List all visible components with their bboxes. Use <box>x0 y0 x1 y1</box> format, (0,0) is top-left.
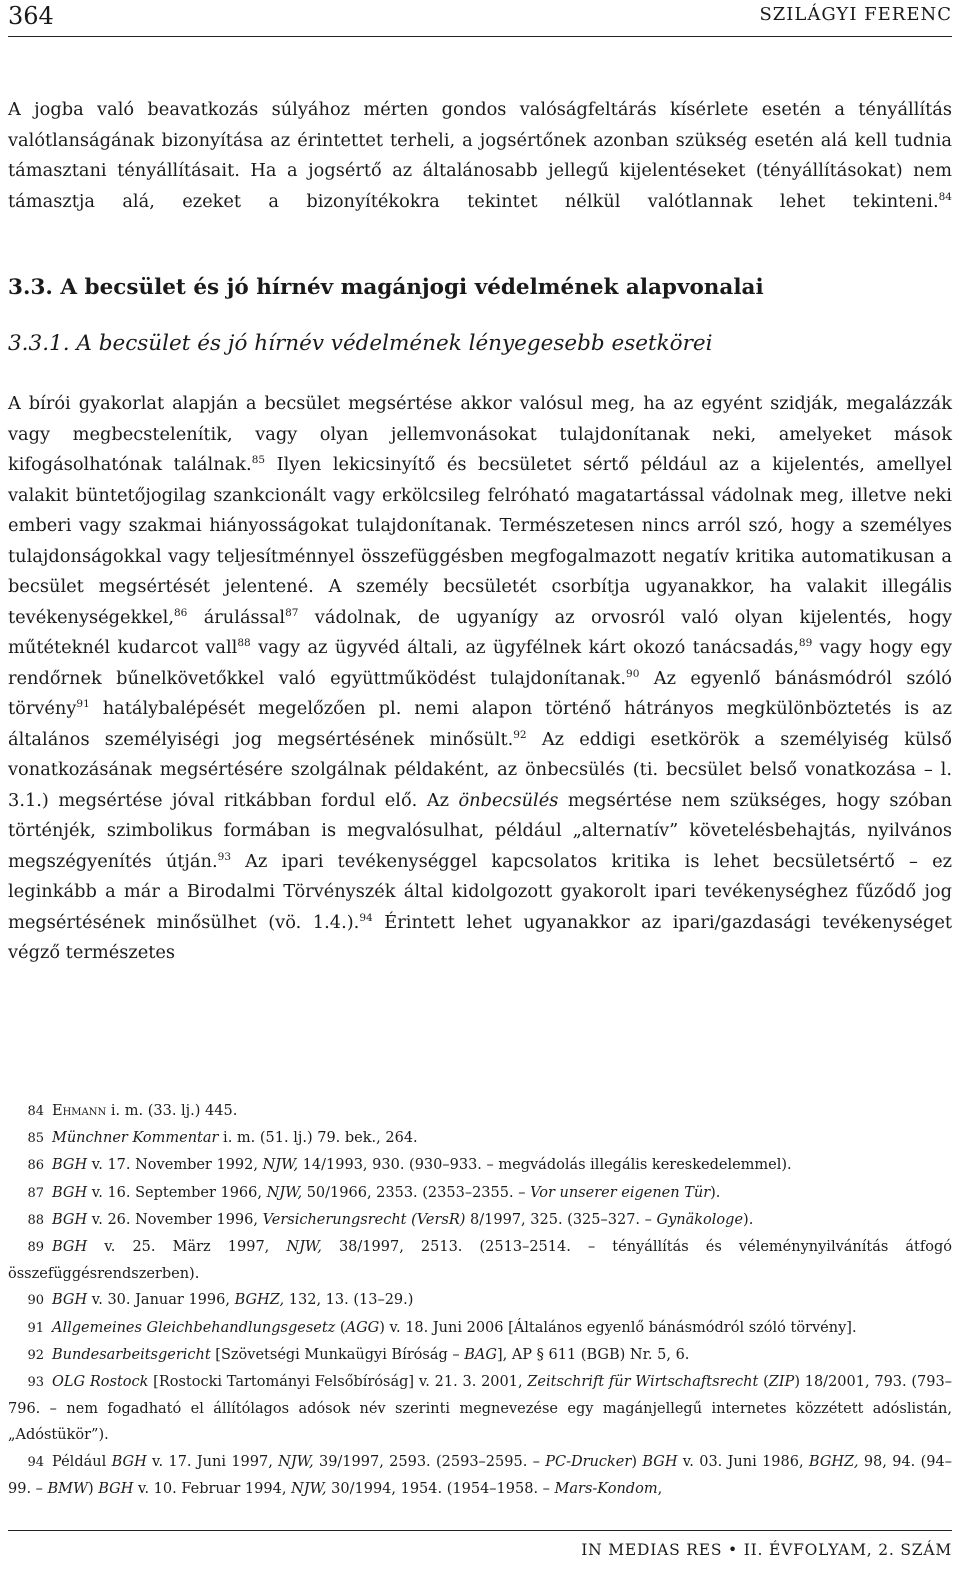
author-name: Ehmann <box>52 1103 107 1119</box>
footnote-87 <box>8 1180 952 1207</box>
footnote-italic: NJW, <box>278 1453 314 1470</box>
footnote-italic: BGHZ, <box>808 1453 859 1470</box>
footnote-ref[interactable]: 85 <box>251 454 266 466</box>
footnote-ref[interactable]: 89 <box>798 637 813 649</box>
footnote-ref[interactable]: 90 <box>626 667 640 680</box>
footnote-ref[interactable]: 87 <box>285 606 299 619</box>
text-run: Az ipari tevékenységgel kapcsolatos kritika is lehet becsületsértő – ez leginkább a már a Birodalmi Törvényszék által kidolgozott gyakorolt ipari tevékenységhez fűződő jog megsértésének minősülhet (vö. 1.4.). <box>8 850 952 933</box>
footnote-ref[interactable]: 86 <box>174 606 188 619</box>
footnote-italic: BGHZ, <box>234 1292 285 1309</box>
footnote-text: v. 26. November 1996, <box>87 1211 263 1228</box>
footnote-italic: Vor unserer eigenen Tür <box>530 1184 711 1201</box>
footnote-text: 39/1997, 2593. (2593–2595. – <box>313 1453 546 1470</box>
footnote-italic: NJW, <box>291 1480 327 1497</box>
running-head: SZILÁGYI FERENC <box>759 4 952 25</box>
footnote-ref[interactable]: 88 <box>237 637 251 649</box>
footnote-text: 8/1997, 325. (325–327. – <box>465 1211 657 1228</box>
footnote-text: ). <box>710 1184 721 1201</box>
footnote-italic: BGH <box>52 1184 88 1201</box>
footnote-italic: Münchner Kommentar <box>52 1130 219 1147</box>
subsection-heading: 3.3.1. A becsület és jó hírnév védelmének lényegesebb esetkörei <box>8 331 713 356</box>
footnote-text: v. 25. März 1997, <box>87 1239 287 1256</box>
footnote-text: ( <box>335 1319 346 1336</box>
page-number: 364 <box>8 2 54 30</box>
footnote-84 <box>8 1098 952 1125</box>
footnote-text: ], AP § 611 (BGB) Nr. 5, 6. <box>496 1346 690 1363</box>
footnote-text: v. 30. Januar 1996, <box>87 1292 235 1309</box>
text-run: Érintett lehet ugyanakkor az ipari/gazdasági tevékenységet végző természetes <box>8 911 952 963</box>
footnote-italic: NJW, <box>262 1157 299 1174</box>
footnote-number: 92 <box>27 1347 44 1363</box>
footnote-italic: Bundesarbeitsgericht <box>52 1346 211 1363</box>
footnote-text: Például <box>52 1453 112 1470</box>
footnote-number: 88 <box>27 1212 44 1228</box>
intro-paragraph <box>8 95 952 217</box>
journal-name: IN MEDIAS RES • II. ÉVFOLYAM, 2. SZÁM <box>581 1541 952 1559</box>
footnote-number: 89 <box>27 1240 44 1256</box>
footnote-88 <box>8 1207 952 1234</box>
footnote-86 <box>8 1152 952 1179</box>
footnote-italic: OLG Rostock <box>52 1374 149 1391</box>
text-run: Ilyen lekicsinyítő és becsületet sértő például az a kijelentés, amellyel valakit büntetőjogilag szankcionált vagy erkölcsileg felróható magatartással vádolnak meg, illetve neki emberi vagy szakmai hiányosságokat tulajdonítanak. Természetesen nincs arról szó, hogy a személyes tulajdonságokkal vagy teljesítménnyel összefüggésben megfogalmazott negatív kritika automatikusan a becsület megsértését jelentené. A személy becsületét csorbítja ugyanakkor, ha valakit illegális tevékenységekkel, <box>8 454 953 628</box>
text-run: Az eddigi esetkörök a személyiség külső vonatkozásának megsértésére szolgálnak példaként, az önbecsülés (ti. becsület belső vonatkozása – l. 3.1.) megsértése jóval ritkábban fordul elő. Az <box>8 728 952 811</box>
footnote-text: i. m. (33. lj.) 445. <box>106 1103 238 1119</box>
footnote-italic: BGH <box>52 1211 88 1228</box>
footnote-text: ). <box>743 1211 754 1228</box>
footnote-text: 30/1994, 1954. (1954–1958. – <box>326 1480 555 1497</box>
footnote-italic: Mars-Kondom <box>554 1480 658 1497</box>
footnote-italic: BGH <box>52 1292 88 1309</box>
footnote-number: 93 <box>27 1375 44 1391</box>
footnote-italic: NJW, <box>286 1239 322 1256</box>
footnote-italic: BGH <box>642 1453 678 1470</box>
text-run: vagy az ügyvéd általi, az ügyfélnek kárt okozó tanácsadás, <box>250 637 799 658</box>
footnote-number: 85 <box>27 1131 44 1147</box>
footnote-number: 87 <box>27 1185 44 1201</box>
footnote-number: 91 <box>27 1320 44 1336</box>
footnotes <box>8 1098 952 1502</box>
footnote-italic: BGH <box>98 1480 134 1497</box>
footnote-text: [Szövetségi Munkaügyi Bíróság – <box>210 1346 465 1363</box>
footnote-text: v. 17. Juni 1997, <box>146 1453 279 1470</box>
footnote-ref[interactable]: 84 <box>938 190 952 203</box>
main-content <box>8 95 952 969</box>
footnote-number: 90 <box>27 1293 44 1309</box>
footnote-text: [Rostocki Tartományi Felsőbíróság] v. 21. 3. 2001, <box>148 1374 528 1391</box>
footnote-text: ) 18/2001, 793. (793–796. – nem fogadható el állítólagos adósok név szerinti megnevezése egy magánjellegű internetes közzétett adóslistán, „Adóstükör”). <box>8 1374 952 1444</box>
footnote-italic: Gynäkologe <box>656 1211 744 1228</box>
section-heading: 3.3. A becsület és jó hírnév magánjogi védelmének alapvonalai <box>8 275 764 300</box>
footnote-text: 98, 94. (94–99. – <box>8 1453 952 1497</box>
footnote-text: ) <box>631 1453 643 1470</box>
footnote-text: , <box>657 1480 663 1497</box>
footnote-85 <box>8 1125 952 1152</box>
footnote-94 <box>8 1449 952 1502</box>
footnote-italic: NJW, <box>266 1184 303 1201</box>
footnote-italic: BMW <box>47 1480 88 1497</box>
footnote-number: 84 <box>27 1104 44 1119</box>
text-run: hatálybalépését megelőzően pl. nemi alapon történő hátrányos megkülönböztetés is az általános személyiségi jog megsértésének minősült. <box>8 698 952 750</box>
footnote-text: ) v. 18. Juni 2006 [Általános egyenlő bánásmódról szóló törvény]. <box>379 1319 857 1336</box>
page-header <box>8 0 952 37</box>
footnote-ref[interactable]: 94 <box>359 911 373 924</box>
footnote-text: 50/1966, 2353. (2353–2355. – <box>302 1184 531 1201</box>
footnote-90 <box>8 1287 952 1314</box>
footnote-italic: BGH <box>52 1157 88 1174</box>
footnote-italic: BAG <box>464 1346 497 1363</box>
footnote-italic: PC-Drucker <box>545 1453 632 1470</box>
footnote-number: 94 <box>27 1454 44 1470</box>
footnote-text: 38/1997, 2513. (2513–2514. – tényállítás és véleménynyilvánítás átfogó összefüggésrendszerben). <box>8 1239 952 1283</box>
footnote-italic: AGG <box>345 1319 380 1336</box>
footnote-italic: Zeitschrift für Wirtschaftsrecht <box>527 1374 759 1391</box>
text-run: megsértése nem szükséges, hogy szóban történjék, szimbolikus formában is megvalósulhat, például „alternatív” követelésbehajtás, nyilvános megszégyenítés útján. <box>8 789 952 872</box>
footnote-89 <box>8 1234 952 1287</box>
footnote-text: v. 17. November 1992, <box>87 1157 263 1174</box>
footnote-text: i. m. (51. lj.) 79. bek., 264. <box>218 1130 418 1147</box>
text-run: A bírói gyakorlat alapján a becsület megsértése akkor valósul meg, ha az egyént szidják, megalázzák vagy megbecstelenítik, vagy olyan jellemvonásokat tulajdonítanak neki, amelyeket mások kifogásolhatónak találnak. <box>8 393 952 475</box>
footnote-text: v. 16. September 1966, <box>87 1184 267 1201</box>
text-run: vádolnak, de ugyanígy az orvosról való olyan kijelentés, hogy műtéteknél kudarcot vall <box>8 606 952 658</box>
footnote-92 <box>8 1342 952 1369</box>
footnote-text: ( <box>758 1374 769 1391</box>
footnote-italic: Allgemeines Gleichbehandlungsgesetz <box>52 1319 336 1336</box>
emphasis: önbecsülés <box>458 789 559 811</box>
footnote-italic: ZIP <box>768 1374 795 1391</box>
text-run: árulással <box>187 606 286 628</box>
footnote-number: 86 <box>27 1158 44 1174</box>
footnote-ref[interactable]: 92 <box>513 728 527 741</box>
intro-text: A jogba való beavatkozás súlyához mérten gondos valóságfeltárás kísérlete esetén a tényállítás valótlanságának bizonyítása az érintettet terheli, a jogsértőnek azonban szükség esetén alá kell tudnia támasztani tényállításait. Ha a jogsértő az általánosabb jellegű kijelentéseket (tényállításokat) nem támasztja alá, ezeket a bizonyítékokra tekintet nélkül valótlannak lehet tekinteni. <box>8 99 952 212</box>
footnote-ref[interactable]: 91 <box>76 698 90 710</box>
footnote-text: 132, 13. (13–29.) <box>284 1292 414 1309</box>
footnote-text: v. 10. Februar 1994, <box>133 1480 292 1497</box>
footnote-ref[interactable]: 93 <box>217 850 232 863</box>
footnote-italic: Versicherungsrecht (VersR) <box>262 1211 466 1228</box>
text-run: Az egyenlő bánásmódról szóló törvény <box>8 667 952 719</box>
text-run: vagy hogy egy rendőrnek bűnelkövetőkkel való együttműködést tulajdonítanak. <box>8 637 952 689</box>
footnote-text: v. 03. Juni 1986, <box>677 1453 809 1470</box>
footnote-italic: BGH <box>52 1239 88 1256</box>
footnote-93 <box>8 1369 952 1449</box>
footnote-italic: BGH <box>111 1453 147 1470</box>
footnote-91 <box>8 1315 952 1342</box>
footnote-text: ) <box>87 1480 99 1497</box>
main-paragraph <box>8 389 952 969</box>
page-footer <box>8 1530 952 1559</box>
footnote-text: 14/1993, 930. (930–933. – megvádolás illegális kereskedelemmel). <box>298 1157 792 1174</box>
